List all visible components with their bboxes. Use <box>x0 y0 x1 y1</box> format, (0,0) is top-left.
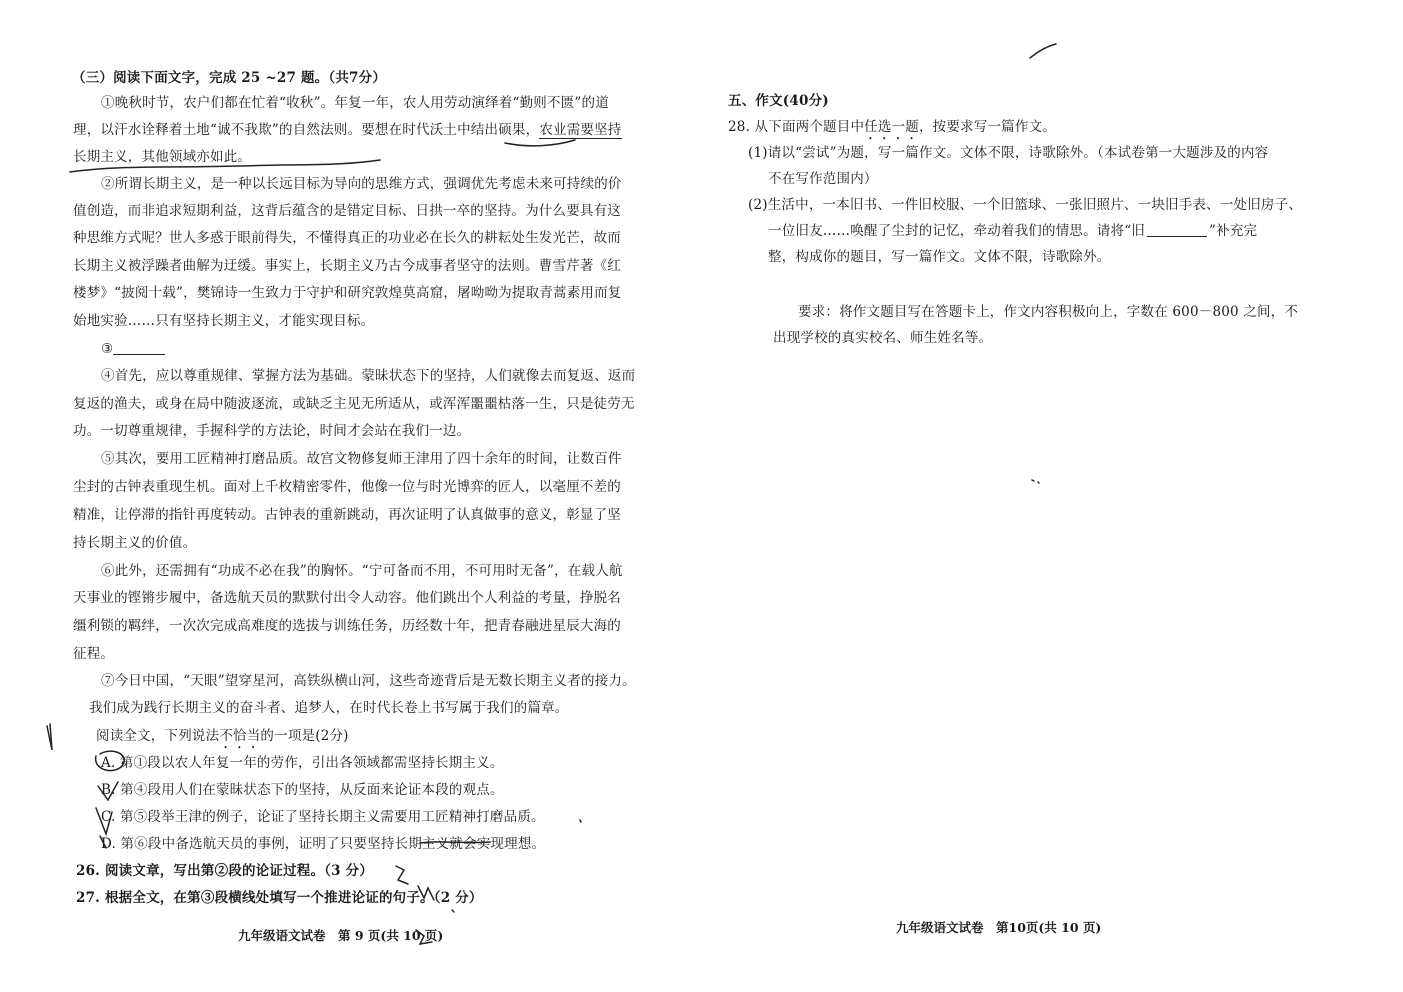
para-6-line-4: 征程。 <box>73 646 115 662</box>
para-6-line-2: 天事业的铿锵步履中，备选航天员的默默付出令人动容。他们跳出个人利益的考量，挣脱名 <box>73 590 621 606</box>
fill-blank <box>113 340 165 355</box>
option-2-line-2: 一位旧友……唤醒了尘封的记忆，牵动着我们的情思。请将“旧 ”补充完 <box>768 223 1258 239</box>
para-2-line-5: 楼梦》“披阅十载”，樊锦诗一生致力于守护和研究敦煌莫高窟，屠呦呦为提取青蒿素用而复 <box>73 285 622 301</box>
para-1-line-3: 长期主义，其他领域亦如此。 <box>73 149 252 165</box>
requirement-line-2: 出现学校的真实校名、师生姓名等。 <box>773 330 993 346</box>
para-6-line-1: ⑥此外，还需拥有“功成不必在我”的胸怀。“宁可备而不用，不可用时无备”，在载人航 <box>101 563 623 579</box>
emphasized-choose-one: 任选一题 <box>864 119 919 135</box>
para-2-line-4: 长期主义被浮躁者曲解为迂缓。事实上，长期主义乃古今成事者坚守的法则。曹雪芹著《红 <box>73 258 621 274</box>
left-page-footer: 九年级语文试卷 第 9 页(共 10 页) <box>238 928 444 943</box>
para-2-line-3: 种思维方式呢？世人多惑于眼前得失，不懂得真正的功业必在长久的耕耘处生发光芒，故而 <box>73 230 621 246</box>
underlined-phrase: 农业需要坚持 <box>539 122 622 138</box>
para-5-line-4: 持长期主义的价值。 <box>73 535 197 551</box>
option-2-line-1: (2)生活中，一本旧书、一件旧校服、一个旧篮球、一张旧照片、一块旧手表、一处旧房子、 <box>748 197 1303 213</box>
option-1-line-2: 不在写作范围内） <box>768 171 878 187</box>
q28-stem: 28. 从下面两个题目中任选一题，按要求写一篇作文。 <box>728 119 1056 135</box>
para-7-line-1: ⑦今日中国，“天眼”望穿星河，高铁纵横山河，这些奇迹背后是无数长期主义者的接力。 <box>101 673 636 689</box>
emphasized-not-appropriate: 不恰当 <box>219 728 261 744</box>
title-blank <box>1147 222 1207 237</box>
para-1-line-1: ①晚秋时节，农户们都在忙着“收秋”。年复一年，农人用劳动演绎着“勤则不匮”的道 <box>101 95 609 111</box>
para-2-line-1: ②所谓长期主义，是一种以长远目标为导向的思维方式，强调优先考虑未来可持续的价 <box>101 176 622 192</box>
para-3-blank: ③ <box>101 339 165 359</box>
q26-text: 26. 阅读文章，写出第②段的论证过程。（3 分） <box>76 863 374 879</box>
composition-section-title: 五、作文(40分) <box>728 93 829 109</box>
para-4-line-3: 功。一切尊重规律，手握科学的方法论，时间才会站在我们一边。 <box>73 423 471 439</box>
left-page <box>0 0 700 992</box>
para-2-line-2: 值创造，而非追求短期利益，这背后蕴含的是错定目标、日拱一卒的坚持。为什么要具有这 <box>73 203 621 219</box>
q27-text: 27. 根据全文，在第③段横线处填写一个推进论证的句子。（2 分） <box>76 890 483 906</box>
right-page <box>700 0 1403 992</box>
para-4-line-1: ④首先，应以尊重规律、掌握方法为基础。蒙昧状态下的坚持，人们就像去而复返、返而 <box>101 368 636 384</box>
para-5-line-3: 精准，让停滞的指针再度转动。古钟表的重新跳动，再次证明了认真做事的意义，彰显了坚 <box>73 507 621 523</box>
requirement-line-1: 要求：将作文题目写在答题卡上，作文内容积极向上，字数在 600－800 之间，不 <box>798 304 1299 320</box>
reading-section-title: （三）阅读下面文字，完成 25 ~27 题。（共7分） <box>72 70 387 86</box>
q25-option-d: D. 第⑥段中备选航天员的事例，证明了只要坚持长期主义就会实现理想。 <box>101 836 546 852</box>
para-1-line-2: 理，以汗水诠释着土地“诚不我欺”的自然法则。要想在时代沃土中结出硕果，农业需要坚持 <box>73 122 622 138</box>
option-2-line-3: 整，构成你的题目，写一篇作文。文体不限，诗歌除外。 <box>768 249 1111 265</box>
para-7-line-2: 我们成为践行长期主义的奋斗者、追梦人，在时代长卷上书写属于我们的篇章。 <box>89 700 569 716</box>
q25-option-a: A. 第①段以农人年复一年的劳作，引出各领域都需坚持长期主义。 <box>101 755 504 771</box>
q25-stem: 阅读全文，下列说法不恰当的一项是(2分) <box>96 728 349 744</box>
right-page-footer: 九年级语文试卷 第10页(共 10 页) <box>896 920 1102 935</box>
para-6-line-3: 缰利锁的羁绊，一次次完成高难度的选拔与训练任务，历经数十年，把青春融进星辰大海的 <box>73 618 621 634</box>
para-2-line-6: 始地实验……只有坚持长期主义，才能实现目标。 <box>73 313 375 329</box>
para-5-line-1: ⑤其次，要用工匠精神打磨品质。故宫文物修复师王津用了四十余年的时间，让数百件 <box>101 451 622 467</box>
para-4-line-2: 复返的渔夫，或身在局中随波逐流，或缺乏主见无所适从，或浑浑噩噩枯落一生，只是徒劳无 <box>73 396 635 412</box>
option-1-line-1: (1)请以“尝试”为题，写一篇作文。文体不限，诗歌除外。（本试卷第一大题涉及的内容 <box>748 145 1269 161</box>
q25-option-c: C. 第⑤段举王津的例子，论证了坚持长期主义需要用工匠精神打磨品质。 <box>101 809 545 825</box>
q25-option-b: B. 第④段用人们在蒙昧状态下的坚持，从反面来论证本段的观点。 <box>101 782 504 798</box>
para-5-line-2: 尘封的古钟表重现生机。面对上千枚精密零件，他像一位与时光博弈的匠人，以毫厘不差的 <box>73 479 621 495</box>
